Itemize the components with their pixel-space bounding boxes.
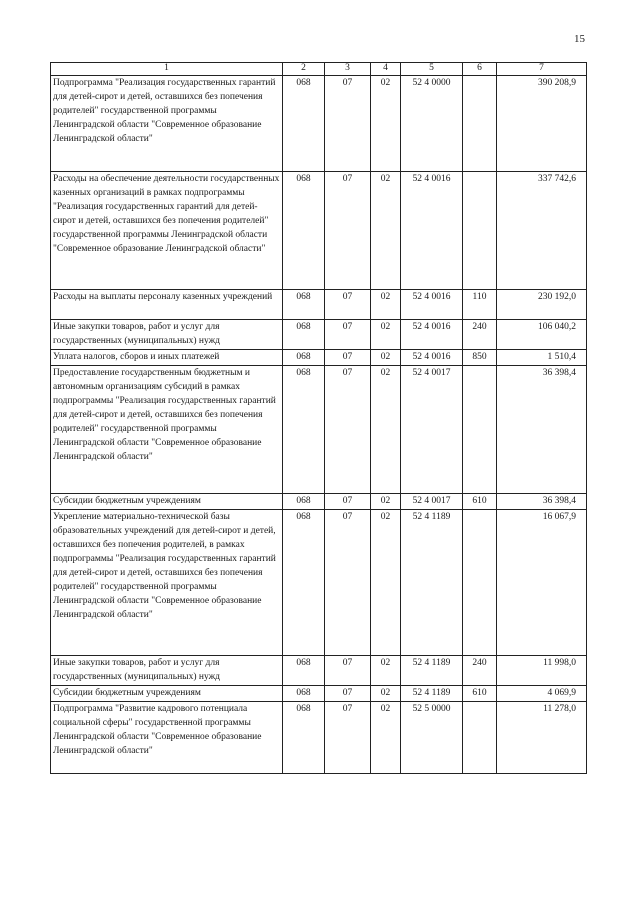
row-ved-cell: 068 <box>283 686 325 702</box>
row-name-cell: Укрепление материально-технической базы образовательных учреждений для детей-сирот и детей, оставшихся без попечения родителей, в рамках подпрограммы "Реализация государственных гарантий для детей-сирот и детей, оставшихся без попечения родителей" государственной программы Ленинградской области "Современное образование Ленинградской области" <box>51 510 283 656</box>
row-name-cell: Расходы на обеспечение деятельности государственных казенных организаций в рамках подпрограммы "Реализация государственных гарантий для детей-сирот и детей, оставшихся без попечения родителей" государственной программы Ленинградской области "Современное образование Ленинградской области" <box>51 172 283 290</box>
table-row <box>51 510 587 656</box>
row-rz-cell: 07 <box>325 702 371 774</box>
row-name-cell: Подпрограмма "Реализация государственных гарантий для детей-сирот и детей, оставшихся без попечения родителей" государственной программы Ленинградской области "Современное образование Ленинградской области" <box>51 76 283 172</box>
table-row <box>51 702 587 774</box>
row-rz-cell: 07 <box>325 366 371 494</box>
row-sum-cell: 11 998,0 <box>497 656 587 686</box>
row-vr-cell <box>463 510 497 656</box>
row-name-cell: Расходы на выплаты персоналу казенных учреждений <box>51 290 283 320</box>
row-ved-cell: 068 <box>283 366 325 494</box>
row-rz-cell: 07 <box>325 172 371 290</box>
table-row <box>51 686 587 702</box>
table-row <box>51 290 587 320</box>
table-row <box>51 656 587 686</box>
row-csr-cell: 52 4 0016 <box>401 350 463 366</box>
row-vr-cell: 610 <box>463 494 497 510</box>
row-ved-cell: 068 <box>283 320 325 350</box>
row-csr-cell: 52 4 0016 <box>401 172 463 290</box>
row-pr-cell: 02 <box>371 320 401 350</box>
page-number: 15 <box>574 33 585 45</box>
row-rz-cell: 07 <box>325 686 371 702</box>
row-name-cell: Иные закупки товаров, работ и услуг для государственных (муниципальных) нужд <box>51 656 283 686</box>
row-sum-cell: 16 067,9 <box>497 510 587 656</box>
column-header: 5 <box>401 63 463 76</box>
row-sum-cell: 11 278,0 <box>497 702 587 774</box>
row-csr-cell: 52 4 1189 <box>401 656 463 686</box>
row-csr-cell: 52 4 0017 <box>401 366 463 494</box>
row-csr-cell: 52 4 0017 <box>401 494 463 510</box>
column-header: 2 <box>283 63 325 76</box>
row-rz-cell: 07 <box>325 510 371 656</box>
row-sum-cell: 230 192,0 <box>497 290 587 320</box>
row-rz-cell: 07 <box>325 290 371 320</box>
row-vr-cell <box>463 366 497 494</box>
row-rz-cell: 07 <box>325 656 371 686</box>
row-vr-cell <box>463 172 497 290</box>
row-name-cell: Субсидии бюджетным учреждениям <box>51 494 283 510</box>
row-vr-cell: 110 <box>463 290 497 320</box>
row-sum-cell: 1 510,4 <box>497 350 587 366</box>
row-name-cell: Предоставление государственным бюджетным и автономным организациям субсидий в рамках подпрограммы "Реализация государственных гарантий для детей-сирот и детей, оставшихся без попечения родителей" государственной программы Ленинградской области "Современное образование Ленинградской области" <box>51 366 283 494</box>
row-rz-cell: 07 <box>325 320 371 350</box>
row-ved-cell: 068 <box>283 656 325 686</box>
table-row <box>51 494 587 510</box>
row-name-cell: Иные закупки товаров, работ и услуг для государственных (муниципальных) нужд <box>51 320 283 350</box>
row-rz-cell: 07 <box>325 494 371 510</box>
row-vr-cell: 850 <box>463 350 497 366</box>
row-name-cell: Субсидии бюджетным учреждениям <box>51 686 283 702</box>
row-ved-cell: 068 <box>283 494 325 510</box>
row-csr-cell: 52 5 0000 <box>401 702 463 774</box>
row-ved-cell: 068 <box>283 510 325 656</box>
row-vr-cell <box>463 76 497 172</box>
column-header: 3 <box>325 63 371 76</box>
row-pr-cell: 02 <box>371 656 401 686</box>
budget-table <box>50 62 587 774</box>
row-ved-cell: 068 <box>283 76 325 172</box>
row-pr-cell: 02 <box>371 290 401 320</box>
row-sum-cell: 390 208,9 <box>497 76 587 172</box>
row-sum-cell: 36 398,4 <box>497 366 587 494</box>
row-ved-cell: 068 <box>283 172 325 290</box>
row-pr-cell: 02 <box>371 172 401 290</box>
row-pr-cell: 02 <box>371 494 401 510</box>
table-header-row <box>51 63 587 76</box>
row-rz-cell: 07 <box>325 350 371 366</box>
row-pr-cell: 02 <box>371 510 401 656</box>
row-sum-cell: 106 040,2 <box>497 320 587 350</box>
row-ved-cell: 068 <box>283 290 325 320</box>
table-row <box>51 366 587 494</box>
row-csr-cell: 52 4 1189 <box>401 686 463 702</box>
row-vr-cell: 240 <box>463 320 497 350</box>
row-ved-cell: 068 <box>283 350 325 366</box>
column-header: 4 <box>371 63 401 76</box>
row-csr-cell: 52 4 0016 <box>401 320 463 350</box>
column-header: 7 <box>497 63 587 76</box>
table-row <box>51 350 587 366</box>
row-pr-cell: 02 <box>371 686 401 702</box>
row-sum-cell: 337 742,6 <box>497 172 587 290</box>
row-pr-cell: 02 <box>371 702 401 774</box>
table-row <box>51 76 587 172</box>
column-header: 1 <box>51 63 283 76</box>
row-pr-cell: 02 <box>371 350 401 366</box>
row-csr-cell: 52 4 1189 <box>401 510 463 656</box>
row-vr-cell: 610 <box>463 686 497 702</box>
column-header: 6 <box>463 63 497 76</box>
row-csr-cell: 52 4 0016 <box>401 290 463 320</box>
row-name-cell: Уплата налогов, сборов и иных платежей <box>51 350 283 366</box>
row-pr-cell: 02 <box>371 366 401 494</box>
row-vr-cell <box>463 702 497 774</box>
row-sum-cell: 36 398,4 <box>497 494 587 510</box>
table-row <box>51 320 587 350</box>
row-rz-cell: 07 <box>325 76 371 172</box>
table-row <box>51 172 587 290</box>
row-ved-cell: 068 <box>283 702 325 774</box>
row-vr-cell: 240 <box>463 656 497 686</box>
row-name-cell: Подпрограмма "Развитие кадрового потенциала социальной сферы" государственной программы Ленинградской области "Современное образование Ленинградской области" <box>51 702 283 774</box>
row-csr-cell: 52 4 0000 <box>401 76 463 172</box>
row-pr-cell: 02 <box>371 76 401 172</box>
row-sum-cell: 4 069,9 <box>497 686 587 702</box>
